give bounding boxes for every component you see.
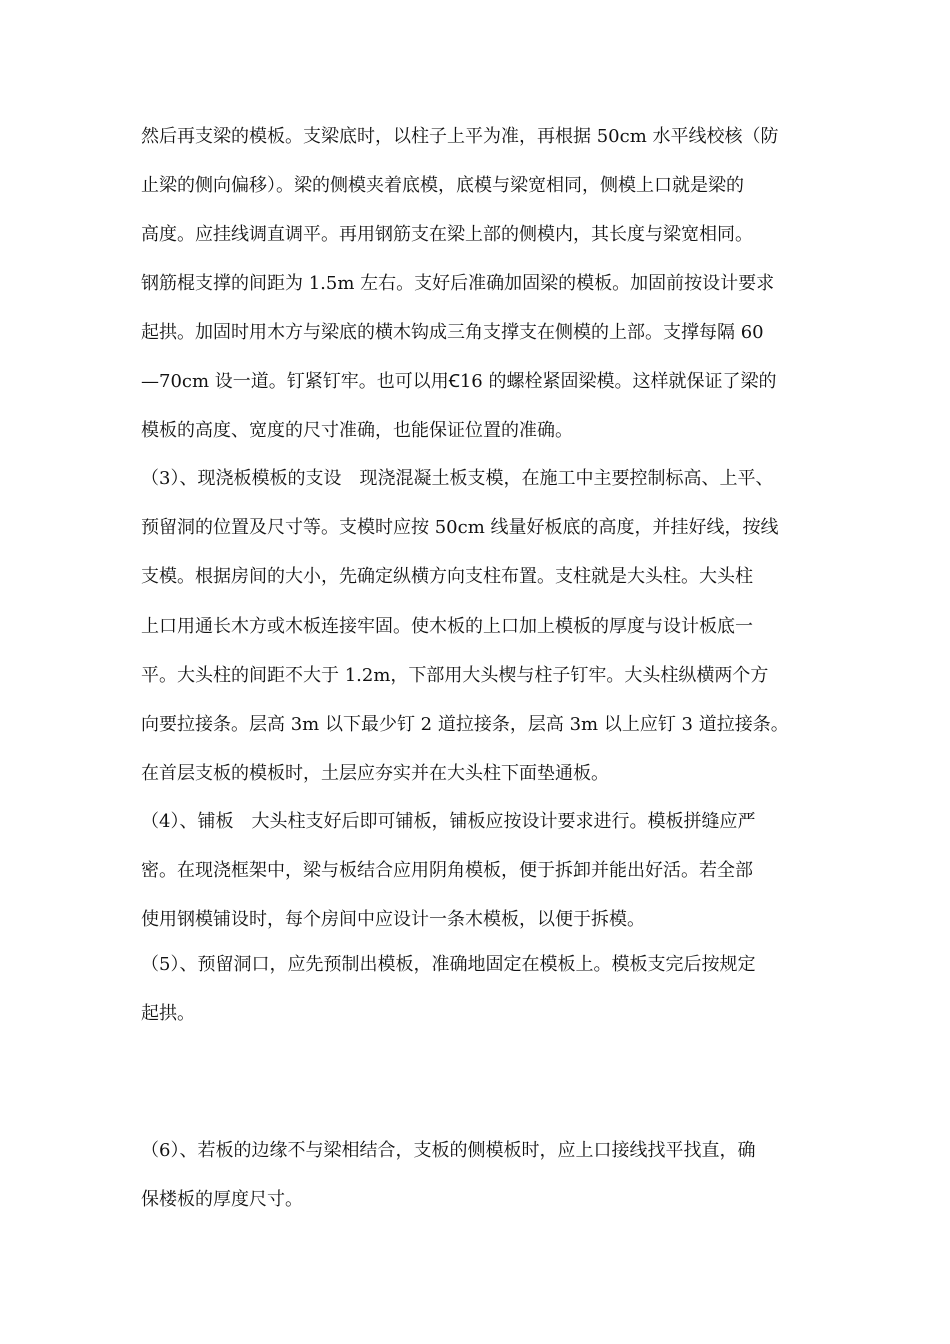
text-line: 在首层支板的模板时，土层应夯实并在大头柱下面垫通板。 [141, 763, 609, 784]
text-line: 高度。应挂线调直调平。再用钢筋支在梁上部的侧模内，其长度与梁宽相同。 [141, 224, 753, 245]
text-line: 预留洞的位置及尺寸等。支模时应按 50cm 线量好板底的高度，并挂好线，按线 [141, 517, 779, 538]
text-line: 然后再支梁的模板。支梁底时，以柱子上平为准，再根据 50cm 水平线校核（防 [141, 126, 779, 147]
text-line: 密。在现浇框架中，梁与板结合应用阴角模板，便于拆卸并能出好活。若全部 [141, 860, 753, 881]
section-heading-5: （5）、预留洞口，应先预制出模板，准确地固定在模板上。模板支完后按规定 [141, 954, 756, 975]
text-line: 起拱。加固时用木方与梁底的横木钩成三角支撑支在侧模的上部。支撑每隔 60 [141, 322, 764, 343]
text-line: 向要拉接条。层高 3m 以下最少钉 2 道拉接条，层高 3m 以上应钉 3 道拉接条。 [141, 714, 789, 735]
text-line: —70cm 设一道。钉紧钉牢。也可以用Ꞓ16 的螺栓紧固梁模。这样就保证了梁的 [141, 371, 777, 392]
section-heading-3: （3）、现浇板模板的支设 现浇混凝土板支模，在施工中主要控制标高、上平、 [141, 468, 774, 489]
section-heading-6: （6）、若板的边缘不与梁相结合，支板的侧模板时，应上口接线找平找直，确 [141, 1140, 756, 1161]
text-line: 模板的高度、宽度的尺寸准确，也能保证位置的准确。 [141, 420, 573, 441]
text-line: 止梁的侧向偏移）。梁的侧模夹着底模，底模与梁宽相同，侧模上口就是梁的 [141, 175, 744, 196]
text-line: 平。大头柱的间距不大于 1.2m，下部用大头楔与柱子钉牢。大头柱纵横两个方 [141, 665, 769, 686]
text-line: 起拱。 [141, 1003, 195, 1024]
text-line: 使用钢模铺设时，每个房间中应设计一条木模板，以便于拆模。 [141, 909, 645, 930]
text-line: 支模。根据房间的大小，先确定纵横方向支柱布置。支柱就是大头柱。大头柱 [141, 566, 753, 587]
text-line: 钢筋棍支撑的间距为 1.5m 左右。支好后准确加固梁的模板。加固前按设计要求 [141, 273, 775, 294]
section-heading-4: （4）、铺板 大头柱支好后即可铺板，铺板应按设计要求进行。模板拼缝应严 [141, 811, 756, 832]
text-line: 保楼板的厚度尺寸。 [141, 1189, 303, 1210]
text-line: 上口用通长木方或木板连接牢固。使木板的上口加上模板的厚度与设计板底一 [141, 616, 753, 637]
